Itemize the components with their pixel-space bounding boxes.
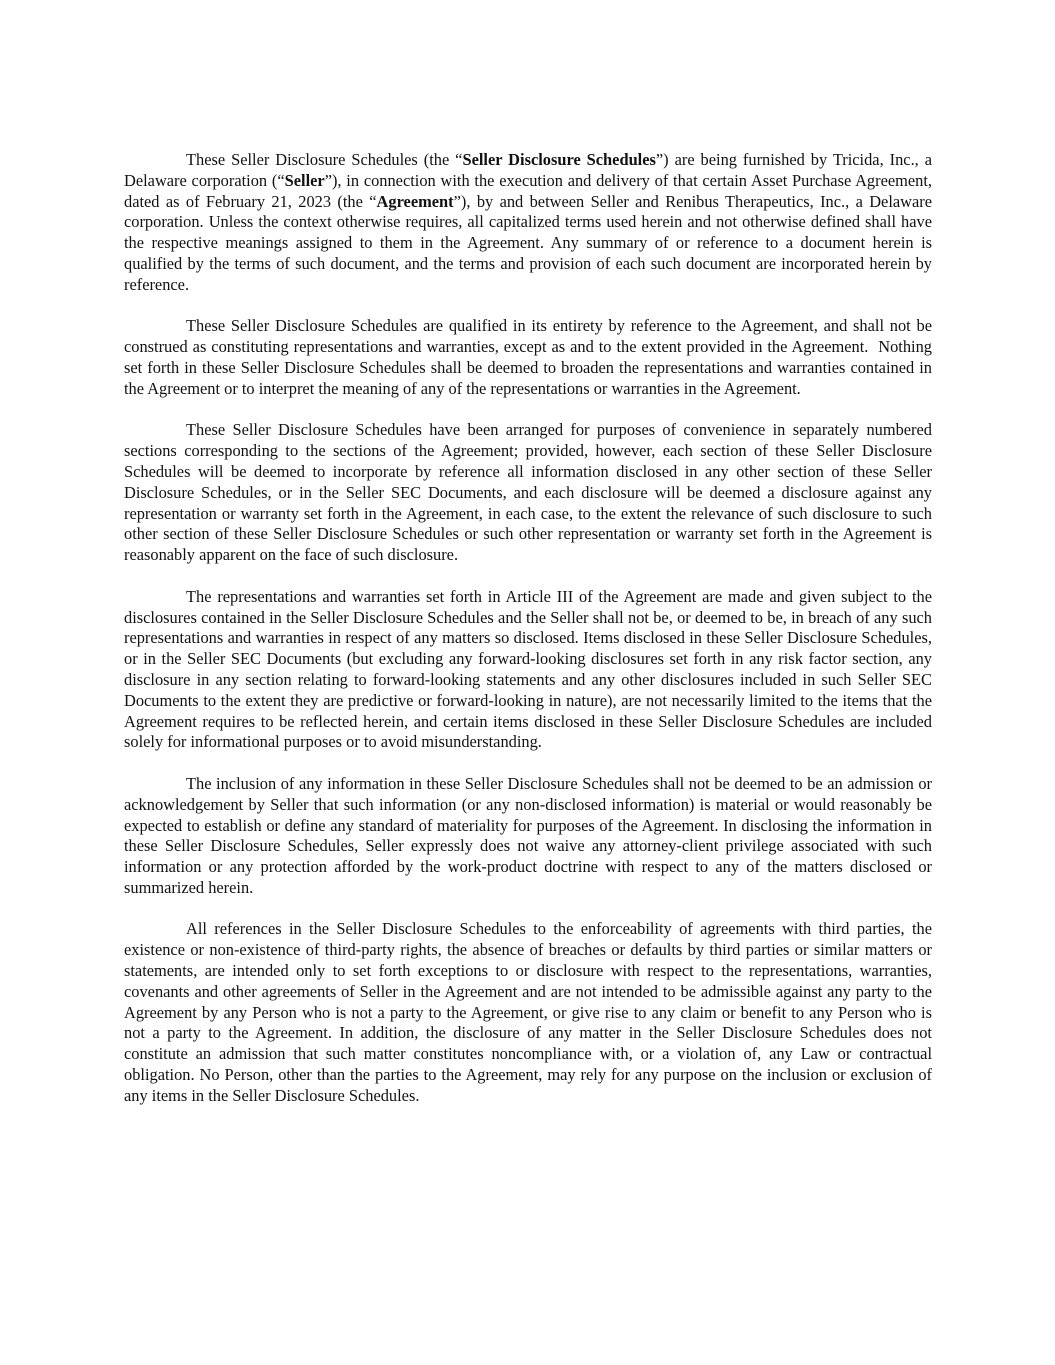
text-run: ”) are being furnished by Tricida, Inc., a Delaware corporation (“ — [124, 150, 932, 190]
defined-term-seller: Seller — [284, 170, 325, 190]
paragraph-arrangement — [124, 420, 932, 566]
text-run: These Seller Disclosure Schedules have been arranged for purposes of convenience in separately numbered sections corresponding to the sections of the Agreement; provided, however, each section of these Seller Disclosure Schedules will be deemed to incorporate by reference all information disclosed in any other section of these Seller Disclosure Schedules, or in the Seller SEC Documents, and each disclosure will be deemed a disclosure against any representation or warranty set forth in the Agreement, in each case, to the extent the relevance of such disclosure to such other section of these Seller Disclosure Schedules or such other representation or warranty set forth in the Agreement is reasonably apparent on the face of such disclosure. — [124, 420, 932, 565]
paragraph-intro — [124, 150, 932, 296]
defined-term-seller-disclosure-schedules: Seller Disclosure Schedules — [462, 150, 656, 169]
text-run: These Seller Disclosure Schedules (the “ — [186, 150, 463, 169]
text-run: The representations and warranties set forth in Article III of the Agreement are made and given subject to the disclosures contained in the Seller Disclosure Schedules and the Seller shall not be, or deemed to be, in breach of any such representations and warranties in respect of any matters so disclosed. Items disclosed in these Seller Disclosure Schedules, or in the Seller SEC Documents (but excluding any forward-looking disclosures set forth in any risk factor section, any disclosure in any section relating to forward-looking statements and any other disclosures included in such Seller SEC Documents to the extent they are predictive or forward-looking in nature), are not necessarily limited to the items that the Agreement requires to be reflected herein, and certain items disclosed in these Seller Disclosure Schedules are included solely for informational purposes or to avoid misunderstanding. — [124, 586, 932, 752]
document-page — [124, 150, 932, 1127]
text-run: ”), in connection with the execution and delivery of that certain Asset Purchase Agreement, dated as of February 21, 2023 (the “ — [124, 170, 933, 211]
paragraph-representations — [124, 587, 932, 753]
text-run: These Seller Disclosure Schedules are qualified in its entirety by reference to the Agreement, and shall not be construed as constituting representations and warranties, except as and to the extent provided in the Agreement. Nothing set forth in these Seller Disclosure Schedules shall be deemed to broaden the representations and warranties contained in the Agreement or to interpret the meaning of any of the representations or warranties in the Agreement. — [124, 316, 932, 398]
paragraph-third-party-references — [124, 919, 932, 1106]
text-run: ”), by and between Seller and Renibus Therapeutics, Inc., a Delaware corporation. Unless the context otherwise requires, all capitalized terms used herein and not otherwise defined shall have the respective meanings assigned to them in the Agreement. Any summary of or reference to a document herein is qualified by the terms of such document, and the terms and provision of each such document are incorporated herein by reference. — [124, 191, 932, 294]
defined-term-agreement: Agreement — [376, 191, 454, 211]
paragraph-qualification — [124, 316, 932, 399]
text-run: The inclusion of any information in these Seller Disclosure Schedules shall not be deemed to be an admission or acknowledgement by Seller that such information (or any non-disclosed information) is material or would reasonably be expected to establish or define any standard of materiality for purposes of the Agreement. In disclosing the information in these Seller Disclosure Schedules, Seller expressly does not waive any attorney-client privilege associated with such information or any protection afforded by the work-product doctrine with respect to any of the matters disclosed or summarized herein. — [124, 773, 932, 897]
text-run: All references in the Seller Disclosure Schedules to the enforceability of agreements with third parties, the existence or non-existence of third-party rights, the absence of breaches or defaults by third parties or similar matters or statements, are intended only to set forth exceptions to or disclosure with respect to the representations, warranties, covenants and other agreements of Seller in the Agreement and are not intended to be admissible against any party to the Agreement by any Person who is not a party to the Agreement, or give rise to any claim or benefit to any Person who is not a party to the Agreement. In addition, the disclosure of any matter in the Seller Disclosure Schedules does not constitute an admission that such matter constitutes noncompliance with, or a violation of, any Law or contractual obligation. No Person, other than the parties to the Agreement, may rely for any purpose on the inclusion or exclusion of any items in the Seller Disclosure Schedules. — [124, 919, 932, 1105]
paragraph-materiality — [124, 774, 932, 899]
